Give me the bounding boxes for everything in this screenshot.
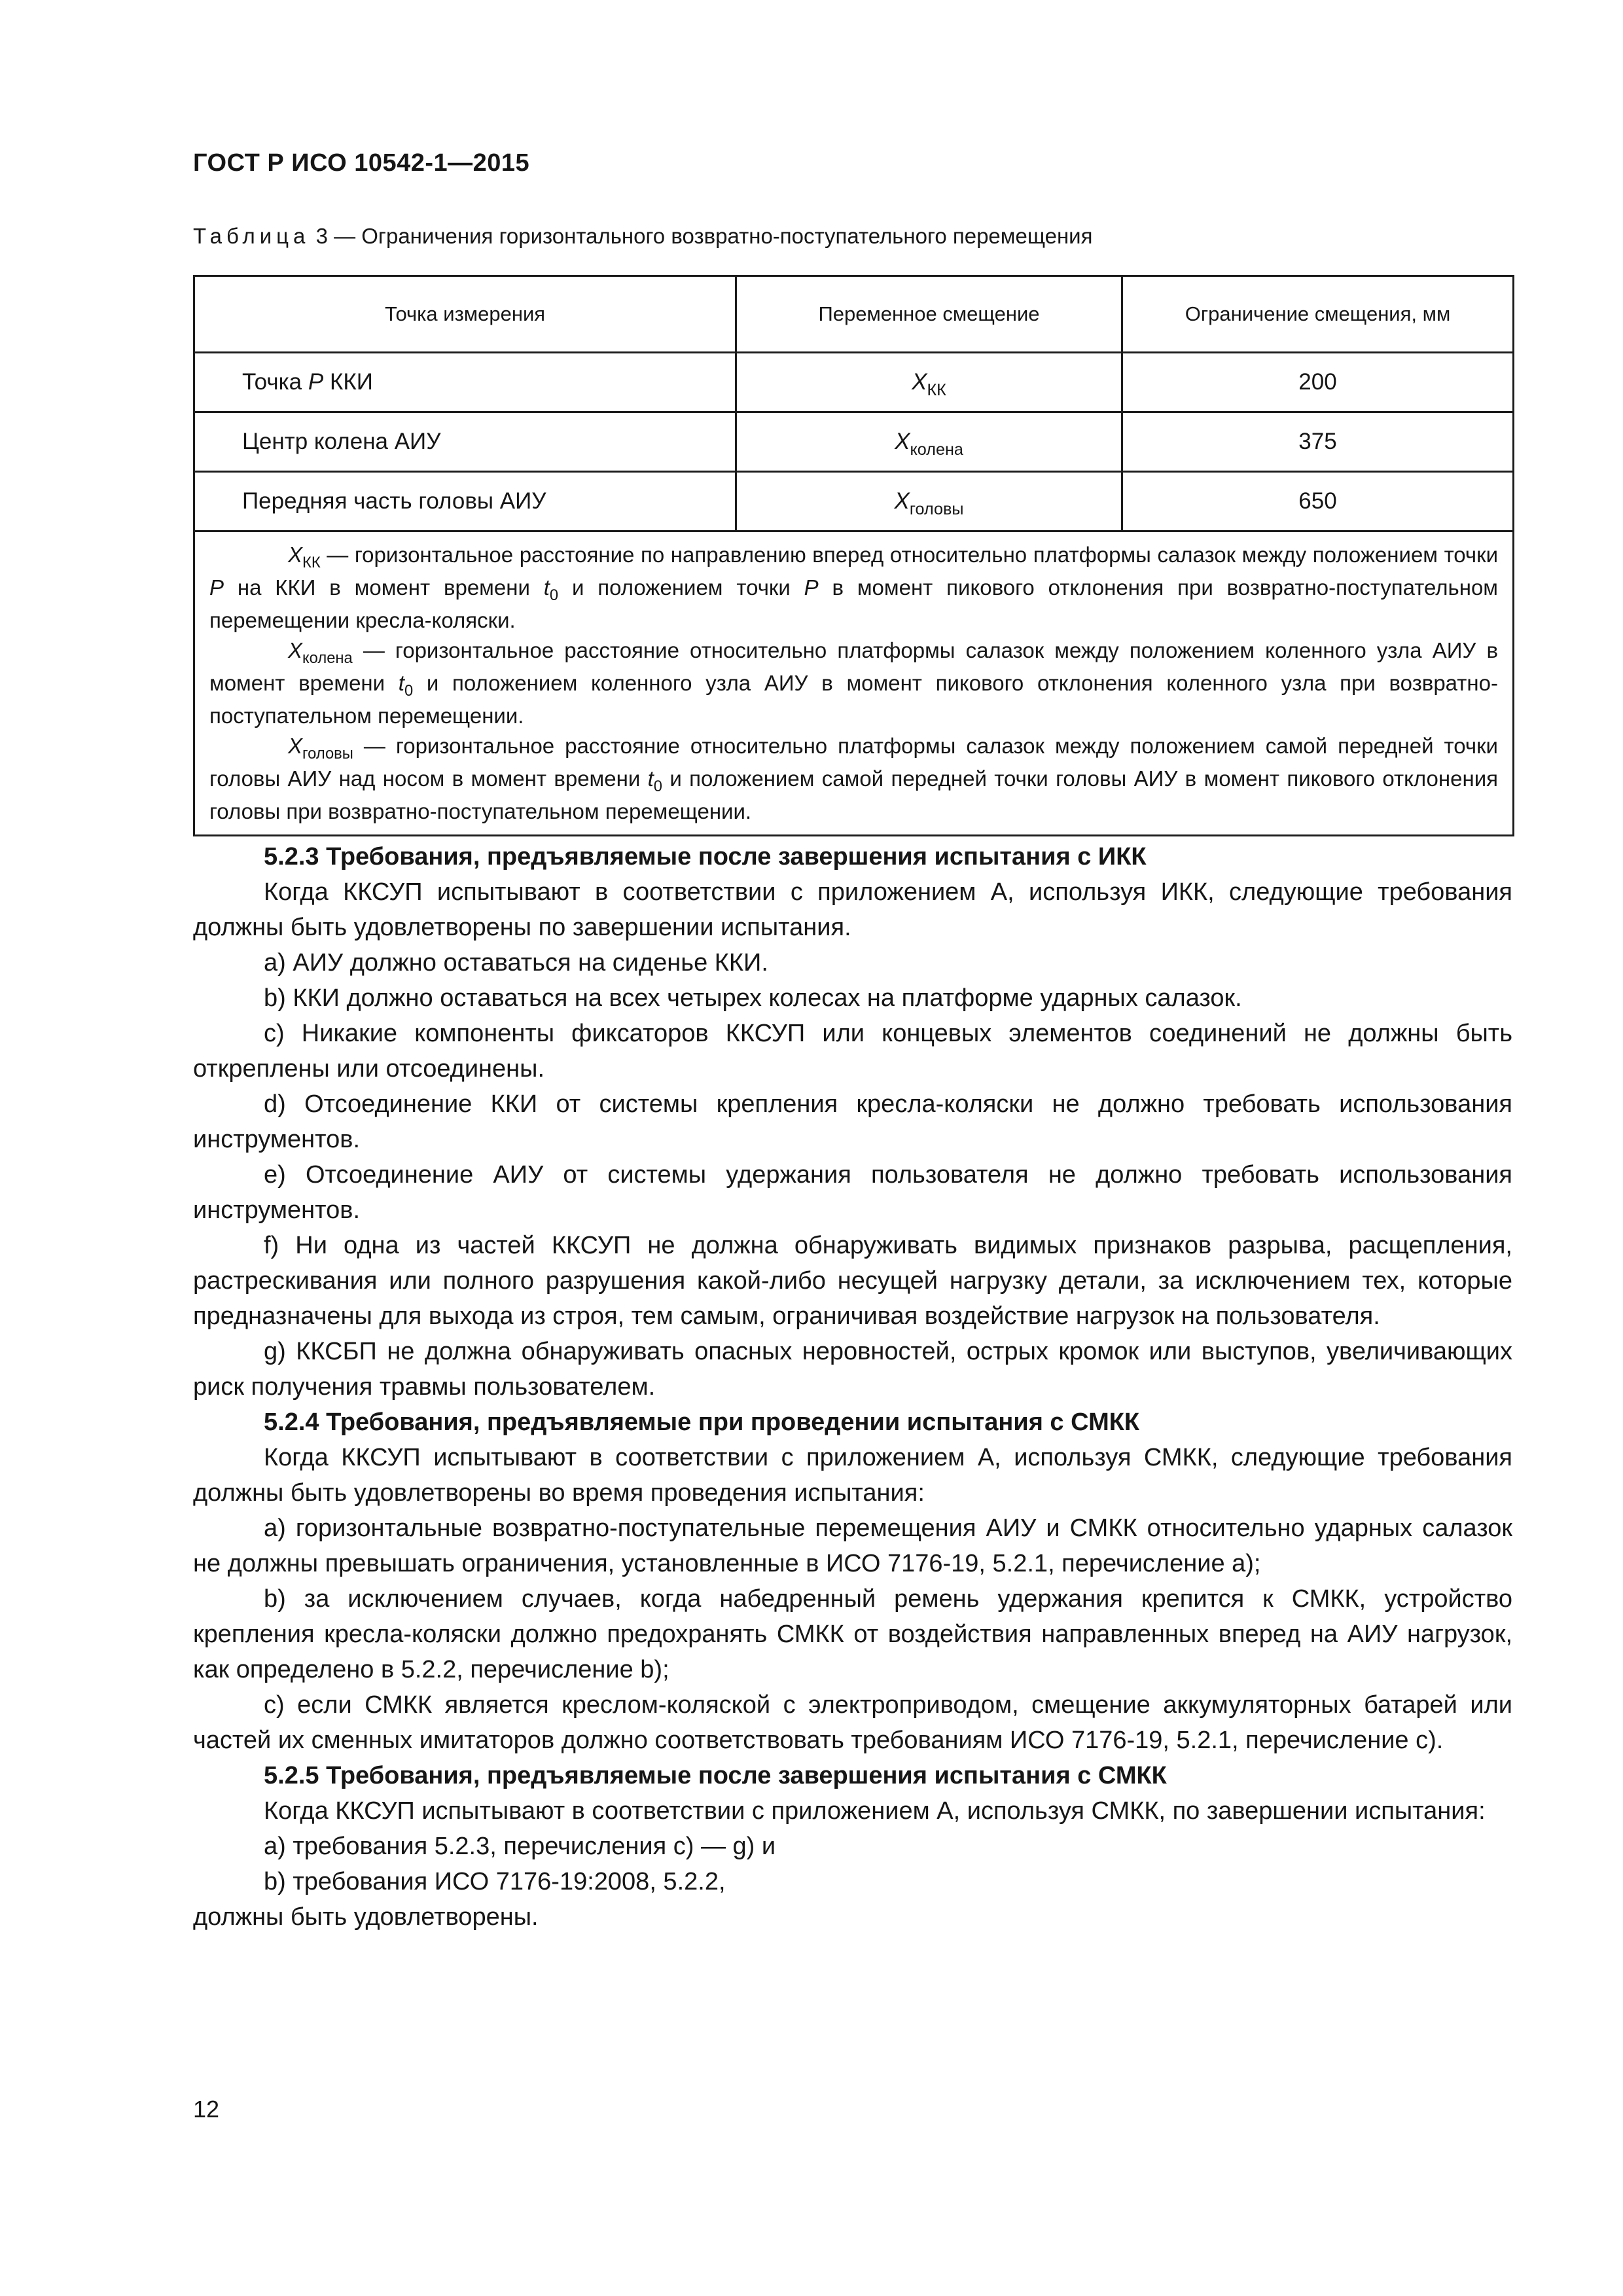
column-header: Ограничение смещения, мм bbox=[1122, 276, 1514, 353]
paragraph: Когда ККСУП испытывают в соответствии с приложением А, используя СМКК, по завершении испытания: bbox=[264, 1797, 1486, 1825]
list-item: b) за исключением случаев, когда набедренный ремень удержания крепится к СМКК, устройство крепления кресла-коляски должно предохранять СМКК от воздействия направленных вперед на АИУ нагрузок, как определено в 5.2.2, перечисление b); bbox=[193, 1585, 1512, 1683]
table-notes-row bbox=[194, 531, 1514, 836]
section-heading-5-2-5: 5.2.5 Требования, предъявляемые после завершения испытания с СМКК bbox=[264, 1762, 1167, 1789]
table-caption bbox=[193, 224, 1092, 249]
list-item: f) Ни одна из частей ККСУП не должна обнаруживать видимых признаков разрыва, расщепления, растрескивания или полного разрушения какой-либо несущей нагрузку детали, за исключением тех, которые предназначены для выхода из строя, тем самым, ограничивая воздействие нагрузок на пользователя. bbox=[193, 1232, 1512, 1330]
measurement-point-cell: Центр колена АИУ bbox=[194, 412, 736, 472]
list-item: c) Никакие компоненты фиксаторов ККСУП или концевых элементов соединений не должны быть откреплены или отсоединены. bbox=[193, 1020, 1512, 1083]
note-xknee: $X_{колена}$ — горизонтальное расстояние относительно платформы салазок между положением коленного узла АИУ в момент времени $t_0$ и положением коленного узла АИУ в момент пикового отклонения коленного узла при возвратно-поступательном перемещении. bbox=[209, 638, 1498, 728]
paragraph: Когда ККСУП испытывают в соответствии с приложением А, используя СМКК, следующие требования должны быть удовлетворены во время проведения испытания: bbox=[193, 1444, 1512, 1507]
list-item: c) если СМКК является креслом-коляской с электроприводом, смещение аккумуляторных батарей или частей их сменных имитаторов должно соответствовать требованиям ИСО 7176-19, 5.2.1, перечисление с). bbox=[193, 1691, 1512, 1754]
document-header: ГОСТ Р ИСО 10542-1—2015 bbox=[193, 149, 530, 177]
displacement-limits-table bbox=[193, 275, 1514, 836]
table-header-row bbox=[194, 276, 1514, 353]
list-item: b) ККИ должно оставаться на всех четырех колесах на платформе ударных салазок. bbox=[264, 984, 1242, 1012]
limit-cell: 650 bbox=[1122, 472, 1514, 531]
paragraph: Когда ККСУП испытывают в соответствии с приложением А, используя ИКК, следующие требования должны быть удовлетворены по завершении испытания. bbox=[193, 878, 1512, 941]
list-item: g) ККСБП не должна обнаруживать опасных неровностей, острых кромок или выступов, увеличивающих риск получения травмы пользователем. bbox=[193, 1338, 1512, 1401]
column-header: Точка измерения bbox=[194, 276, 736, 353]
measurement-point-cell: Передняя часть головы АИУ bbox=[194, 472, 736, 531]
table-caption-text: — Ограничения горизонтального возвратно-поступательного перемещения bbox=[334, 224, 1093, 248]
measurement-point-cell: Точка P ККИ bbox=[194, 353, 736, 412]
table-row bbox=[194, 472, 1514, 531]
variable-cell: $X_{головы}$ bbox=[736, 472, 1122, 531]
note-xkk: $X_{КК}$ — горизонтальное расстояние по направлению вперед относительно платформы салазок между положением точки P на ККИ в момент времени $t_0$ и положением точки P в момент пикового отклонения при возвратно-поступательном перемещении кресла-коляски. bbox=[209, 543, 1498, 632]
page-number: 12 bbox=[193, 2096, 220, 2123]
paragraph: должны быть удовлетворены. bbox=[193, 1903, 539, 1931]
list-item: a) АИУ должно оставаться на сиденье ККИ. bbox=[264, 949, 768, 977]
note-xhead: $X_{головы}$ — горизонтальное расстояние относительно платформы салазок между положением самой передней точки головы АИУ над носом в момент времени $t_0$ и положением самой передней точки головы АИУ в момент пикового отклонения головы при возвратно-поступательном перемещении. bbox=[209, 734, 1499, 823]
column-header: Переменное смещение bbox=[736, 276, 1122, 353]
table-caption-label: Таблица bbox=[193, 224, 310, 248]
limit-cell: 375 bbox=[1122, 412, 1514, 472]
section-heading-5-2-4: 5.2.4 Требования, предъявляемые при проведении испытания с СМКК bbox=[264, 1408, 1140, 1436]
body-text bbox=[193, 839, 1512, 1935]
list-item: a) требования 5.2.3, перечисления с) — g) и bbox=[264, 1833, 776, 1860]
list-item: a) горизонтальные возвратно-поступательные перемещения АИУ и СМКК относительно ударных салазок не должны превышать ограничения, установленные в ИСО 7176-19, 5.2.1, перечисление а); bbox=[193, 1515, 1512, 1577]
variable-cell: $X_{КК}$ bbox=[736, 353, 1122, 412]
list-item: e) Отсоединение АИУ от системы удержания пользователя не должно требовать использования инструментов. bbox=[193, 1161, 1512, 1224]
table-row bbox=[194, 412, 1514, 472]
variable-cell: $X_{колена}$ bbox=[736, 412, 1122, 472]
table-notes bbox=[194, 531, 1514, 836]
limit-cell: 200 bbox=[1122, 353, 1514, 412]
list-item: d) Отсоединение ККИ от системы крепления кресла-коляски не должно требовать использования инструментов. bbox=[193, 1090, 1512, 1153]
list-item: b) требования ИСО 7176-19:2008, 5.2.2, bbox=[264, 1868, 726, 1895]
section-heading-5-2-3: 5.2.3 Требования, предъявляемые после завершения испытания с ИКК bbox=[264, 843, 1147, 870]
table-caption-number: 3 bbox=[315, 224, 328, 248]
table-row bbox=[194, 353, 1514, 412]
